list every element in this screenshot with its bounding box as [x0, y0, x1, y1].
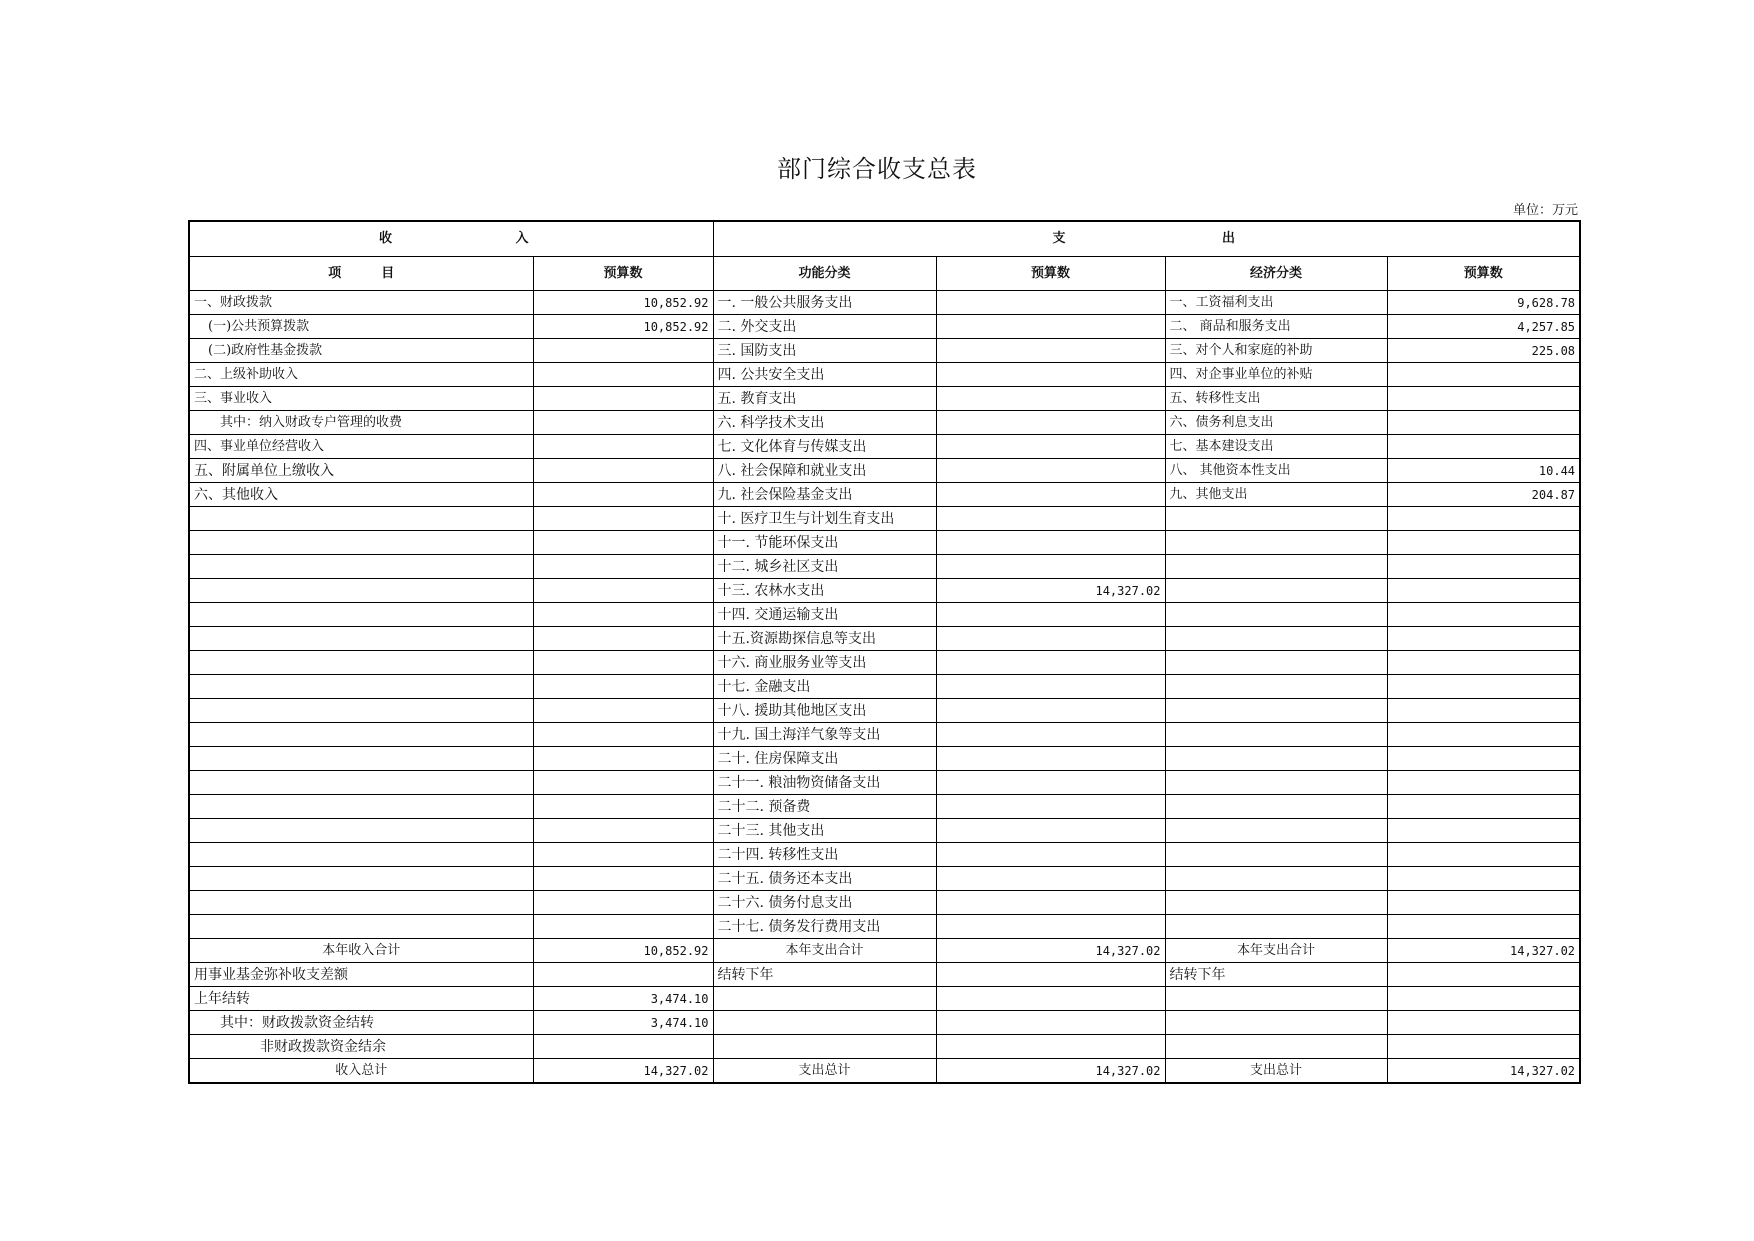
income-item: [189, 891, 533, 915]
grand-functional-total-label: 支出总计: [713, 1059, 936, 1084]
table-row: [189, 387, 1580, 411]
income-item: [189, 915, 533, 939]
income-amount: [533, 483, 713, 507]
grand-functional-total-amount: 14,327.02: [936, 1059, 1165, 1084]
economic-item: [1165, 1011, 1387, 1035]
year-economic-total-amount: 14,327.02: [1387, 939, 1580, 963]
income-amount: 3,474.10: [533, 1011, 713, 1035]
income-amount: [533, 627, 713, 651]
year-functional-total-amount: 14,327.02: [936, 939, 1165, 963]
income-amount: [533, 723, 713, 747]
table-row: [189, 291, 1580, 315]
income-item: [189, 795, 533, 819]
income-amount: [533, 387, 713, 411]
income-amount: [533, 747, 713, 771]
functional-amount: [936, 507, 1165, 531]
income-amount: [533, 699, 713, 723]
income-item: 一、财政拨款: [189, 291, 533, 315]
table-row: [189, 579, 1580, 603]
functional-item: 二十五. 债务还本支出: [713, 867, 936, 891]
economic-item: [1165, 507, 1387, 531]
income-amount: [533, 891, 713, 915]
economic-item: [1165, 843, 1387, 867]
economic-amount: [1387, 699, 1580, 723]
income-amount: [533, 411, 713, 435]
table-row: [189, 315, 1580, 339]
table-header-row-1: [189, 221, 1580, 257]
economic-item: [1165, 627, 1387, 651]
functional-item: [713, 987, 936, 1011]
income-item: (二)政府性基金拨款: [189, 339, 533, 363]
table-row: [189, 867, 1580, 891]
economic-item: 九、其他支出: [1165, 483, 1387, 507]
income-item: 六、其他收入: [189, 483, 533, 507]
income-header-char-2: 入: [515, 231, 529, 246]
income-item: [189, 699, 533, 723]
functional-amount: [936, 459, 1165, 483]
income-amount: [533, 435, 713, 459]
income-budget-column-header: 预算数: [533, 257, 713, 291]
functional-item: 十三. 农林水支出: [713, 579, 936, 603]
economic-item: [1165, 891, 1387, 915]
income-amount: [533, 603, 713, 627]
income-item: [189, 747, 533, 771]
functional-item: 二十二. 预备费: [713, 795, 936, 819]
functional-amount: [936, 675, 1165, 699]
functional-amount: [936, 963, 1165, 987]
income-amount: [533, 459, 713, 483]
functional-item: 五. 教育支出: [713, 387, 936, 411]
economic-item: [1165, 867, 1387, 891]
economic-item: 结转下年: [1165, 963, 1387, 987]
economic-amount: [1387, 723, 1580, 747]
income-item: [189, 507, 533, 531]
economic-budget-column-header: 预算数: [1387, 257, 1580, 291]
income-item: [189, 819, 533, 843]
economic-amount: [1387, 867, 1580, 891]
functional-amount: [936, 291, 1165, 315]
economic-item: 七、基本建设支出: [1165, 435, 1387, 459]
functional-amount: [936, 339, 1165, 363]
functional-item: 六. 科学技术支出: [713, 411, 936, 435]
table-row: [189, 555, 1580, 579]
grand-income-total-amount: 14,327.02: [533, 1059, 713, 1084]
functional-amount: [936, 387, 1165, 411]
income-amount: [533, 795, 713, 819]
functional-item: 十六. 商业服务业等支出: [713, 651, 936, 675]
functional-amount: [936, 483, 1165, 507]
functional-amount: [936, 843, 1165, 867]
functional-amount: [936, 747, 1165, 771]
income-amount: [533, 915, 713, 939]
income-item: 四、事业单位经营收入: [189, 435, 533, 459]
income-amount: [533, 843, 713, 867]
economic-item: [1165, 1035, 1387, 1059]
functional-amount: [936, 411, 1165, 435]
functional-item: 十四. 交通运输支出: [713, 603, 936, 627]
table-row: [189, 795, 1580, 819]
income-section-header: [189, 221, 713, 257]
economic-item: 八、 其他资本性支出: [1165, 459, 1387, 483]
functional-item: 二十一. 粮油物资储备支出: [713, 771, 936, 795]
economic-amount: [1387, 843, 1580, 867]
year-functional-total-label: 本年支出合计: [713, 939, 936, 963]
functional-amount: [936, 1035, 1165, 1059]
economic-amount: [1387, 579, 1580, 603]
expense-header-char-2: 出: [1222, 231, 1236, 246]
functional-item: 九. 社会保险基金支出: [713, 483, 936, 507]
income-item: [189, 531, 533, 555]
income-amount: [533, 651, 713, 675]
table-header-row-2: [189, 257, 1580, 291]
income-item: 三、事业收入: [189, 387, 533, 411]
functional-amount: [936, 819, 1165, 843]
year-income-total-label: 本年收入合计: [189, 939, 533, 963]
table-row: [189, 987, 1580, 1011]
functional-amount: [936, 315, 1165, 339]
income-item: [189, 723, 533, 747]
table-row: [189, 435, 1580, 459]
income-item: 五、附属单位上缴收入: [189, 459, 533, 483]
income-item: 上年结转: [189, 987, 533, 1011]
economic-item: [1165, 603, 1387, 627]
table-row: [189, 603, 1580, 627]
economic-amount: [1387, 507, 1580, 531]
economic-item: [1165, 987, 1387, 1011]
functional-item: 二十四. 转移性支出: [713, 843, 936, 867]
functional-amount: [936, 627, 1165, 651]
economic-amount: [1387, 651, 1580, 675]
income-amount: [533, 771, 713, 795]
table-row: [189, 843, 1580, 867]
functional-amount: [936, 771, 1165, 795]
table-row: [189, 891, 1580, 915]
income-header-char-1: 收: [379, 231, 393, 246]
table-row: [189, 411, 1580, 435]
table-row: [189, 507, 1580, 531]
functional-item: 十. 医疗卫生与计划生育支出: [713, 507, 936, 531]
economic-item: [1165, 699, 1387, 723]
year-economic-total-label: 本年支出合计: [1165, 939, 1387, 963]
income-item: [189, 555, 533, 579]
table-row: [189, 483, 1580, 507]
economic-amount: 9,628.78: [1387, 291, 1580, 315]
table-row: [189, 627, 1580, 651]
economic-item: [1165, 915, 1387, 939]
income-item: [189, 603, 533, 627]
income-item: 其中：纳入财政专户管理的收费: [189, 411, 533, 435]
economic-item: [1165, 747, 1387, 771]
income-amount: 10,852.92: [533, 291, 713, 315]
functional-amount: [936, 651, 1165, 675]
economic-amount: [1387, 675, 1580, 699]
functional-amount: [936, 915, 1165, 939]
income-item: [189, 675, 533, 699]
income-amount: [533, 963, 713, 987]
income-amount: [533, 531, 713, 555]
expense-section-header: [713, 221, 1580, 257]
item-column-header: [189, 257, 533, 291]
grand-total-row: [189, 1059, 1580, 1084]
functional-item: 十七. 金融支出: [713, 675, 936, 699]
economic-item: [1165, 723, 1387, 747]
economic-item: 四、对企事业单位的补贴: [1165, 363, 1387, 387]
functional-amount: [936, 795, 1165, 819]
income-item: [189, 771, 533, 795]
functional-item: 四. 公共安全支出: [713, 363, 936, 387]
functional-item: 三. 国防支出: [713, 339, 936, 363]
functional-item: 二十三. 其他支出: [713, 819, 936, 843]
functional-amount: [936, 723, 1165, 747]
income-amount: [533, 507, 713, 531]
income-amount: [533, 675, 713, 699]
economic-amount: [1387, 963, 1580, 987]
table-row: [189, 651, 1580, 675]
functional-item: 十九. 国土海洋气象等支出: [713, 723, 936, 747]
economic-amount: [1387, 387, 1580, 411]
table-row: [189, 915, 1580, 939]
functional-item: 二十. 住房保障支出: [713, 747, 936, 771]
income-item: [189, 651, 533, 675]
economic-amount: [1387, 627, 1580, 651]
income-item: [189, 627, 533, 651]
income-amount: [533, 579, 713, 603]
economic-amount: [1387, 435, 1580, 459]
income-amount: [533, 867, 713, 891]
economic-amount: [1387, 915, 1580, 939]
economic-amount: [1387, 411, 1580, 435]
unit-label: 单位：万元: [1512, 203, 1578, 218]
income-amount: 3,474.10: [533, 987, 713, 1011]
functional-amount: [936, 699, 1165, 723]
income-item: [189, 867, 533, 891]
income-item: (一)公共预算拨款: [189, 315, 533, 339]
table-row: [189, 339, 1580, 363]
income-item: 二、上级补助收入: [189, 363, 533, 387]
economic-item: 一、工资福利支出: [1165, 291, 1387, 315]
functional-item: 十一. 节能环保支出: [713, 531, 936, 555]
grand-economic-total-amount: 14,327.02: [1387, 1059, 1580, 1084]
economic-item: [1165, 795, 1387, 819]
table-row: [189, 1035, 1580, 1059]
economic-amount: 10.44: [1387, 459, 1580, 483]
functional-item: 一. 一般公共服务支出: [713, 291, 936, 315]
income-amount: [533, 363, 713, 387]
functional-column-header: 功能分类: [713, 257, 936, 291]
functional-amount: [936, 363, 1165, 387]
economic-amount: [1387, 987, 1580, 1011]
functional-item: 十二. 城乡社区支出: [713, 555, 936, 579]
functional-amount: [936, 1011, 1165, 1035]
table-row: [189, 963, 1580, 987]
functional-amount: [936, 435, 1165, 459]
income-amount: 10,852.92: [533, 315, 713, 339]
table-row: [189, 531, 1580, 555]
economic-amount: 204.87: [1387, 483, 1580, 507]
table-row: [189, 771, 1580, 795]
functional-amount: [936, 987, 1165, 1011]
functional-amount: 14,327.02: [936, 579, 1165, 603]
income-item: [189, 843, 533, 867]
year-income-total-amount: 10,852.92: [533, 939, 713, 963]
economic-column-header: 经济分类: [1165, 257, 1387, 291]
table-row: [189, 363, 1580, 387]
year-total-row: [189, 939, 1580, 963]
economic-amount: [1387, 603, 1580, 627]
table-row: [189, 459, 1580, 483]
economic-item: 三、对个人和家庭的补助: [1165, 339, 1387, 363]
economic-amount: 4,257.85: [1387, 315, 1580, 339]
functional-item: 十五.资源勘探信息等支出: [713, 627, 936, 651]
income-amount: [533, 819, 713, 843]
functional-budget-column-header: 预算数: [936, 257, 1165, 291]
functional-item: 七. 文化体育与传媒支出: [713, 435, 936, 459]
expense-header-char-1: 支: [1052, 231, 1066, 246]
page-title: 部门综合收支总表: [777, 155, 977, 183]
economic-amount: [1387, 1011, 1580, 1035]
functional-amount: [936, 531, 1165, 555]
income-amount: [533, 1035, 713, 1059]
functional-item: 十八. 援助其他地区支出: [713, 699, 936, 723]
economic-amount: [1387, 363, 1580, 387]
economic-item: [1165, 651, 1387, 675]
income-item: [189, 579, 533, 603]
economic-amount: [1387, 747, 1580, 771]
functional-item: 二十七. 债务发行费用支出: [713, 915, 936, 939]
functional-amount: [936, 891, 1165, 915]
functional-amount: [936, 867, 1165, 891]
economic-amount: [1387, 555, 1580, 579]
economic-item: [1165, 555, 1387, 579]
functional-amount: [936, 555, 1165, 579]
table-row: [189, 747, 1580, 771]
economic-amount: [1387, 795, 1580, 819]
functional-item: [713, 1035, 936, 1059]
economic-item: [1165, 531, 1387, 555]
income-amount: [533, 555, 713, 579]
economic-amount: [1387, 1035, 1580, 1059]
functional-item: 结转下年: [713, 963, 936, 987]
functional-item: 八. 社会保障和就业支出: [713, 459, 936, 483]
economic-item: [1165, 819, 1387, 843]
economic-item: 五、转移性支出: [1165, 387, 1387, 411]
income-item: 用事业基金弥补收支差额: [189, 963, 533, 987]
income-item: 其中：财政拨款资金结转: [189, 1011, 533, 1035]
income-amount: [533, 339, 713, 363]
budget-summary-table: [188, 220, 1581, 1084]
functional-item: [713, 1011, 936, 1035]
economic-amount: [1387, 819, 1580, 843]
table-row: [189, 1011, 1580, 1035]
economic-amount: [1387, 531, 1580, 555]
functional-amount: [936, 603, 1165, 627]
economic-item: [1165, 579, 1387, 603]
table-row: [189, 699, 1580, 723]
grand-economic-total-label: 支出总计: [1165, 1059, 1387, 1084]
economic-item: 二、 商品和服务支出: [1165, 315, 1387, 339]
economic-amount: [1387, 771, 1580, 795]
table-row: [189, 723, 1580, 747]
item-header-char-2: 目: [381, 265, 395, 281]
economic-amount: 225.08: [1387, 339, 1580, 363]
grand-income-total-label: 收入总计: [189, 1059, 533, 1084]
functional-item: 二. 外交支出: [713, 315, 936, 339]
item-header-char-1: 项: [328, 265, 342, 281]
functional-item: 二十六. 债务付息支出: [713, 891, 936, 915]
economic-item: [1165, 771, 1387, 795]
economic-item: 六、债务利息支出: [1165, 411, 1387, 435]
table-row: [189, 819, 1580, 843]
economic-amount: [1387, 891, 1580, 915]
table-row: [189, 675, 1580, 699]
economic-item: [1165, 675, 1387, 699]
income-item: 非财政拨款资金结余: [189, 1035, 533, 1059]
